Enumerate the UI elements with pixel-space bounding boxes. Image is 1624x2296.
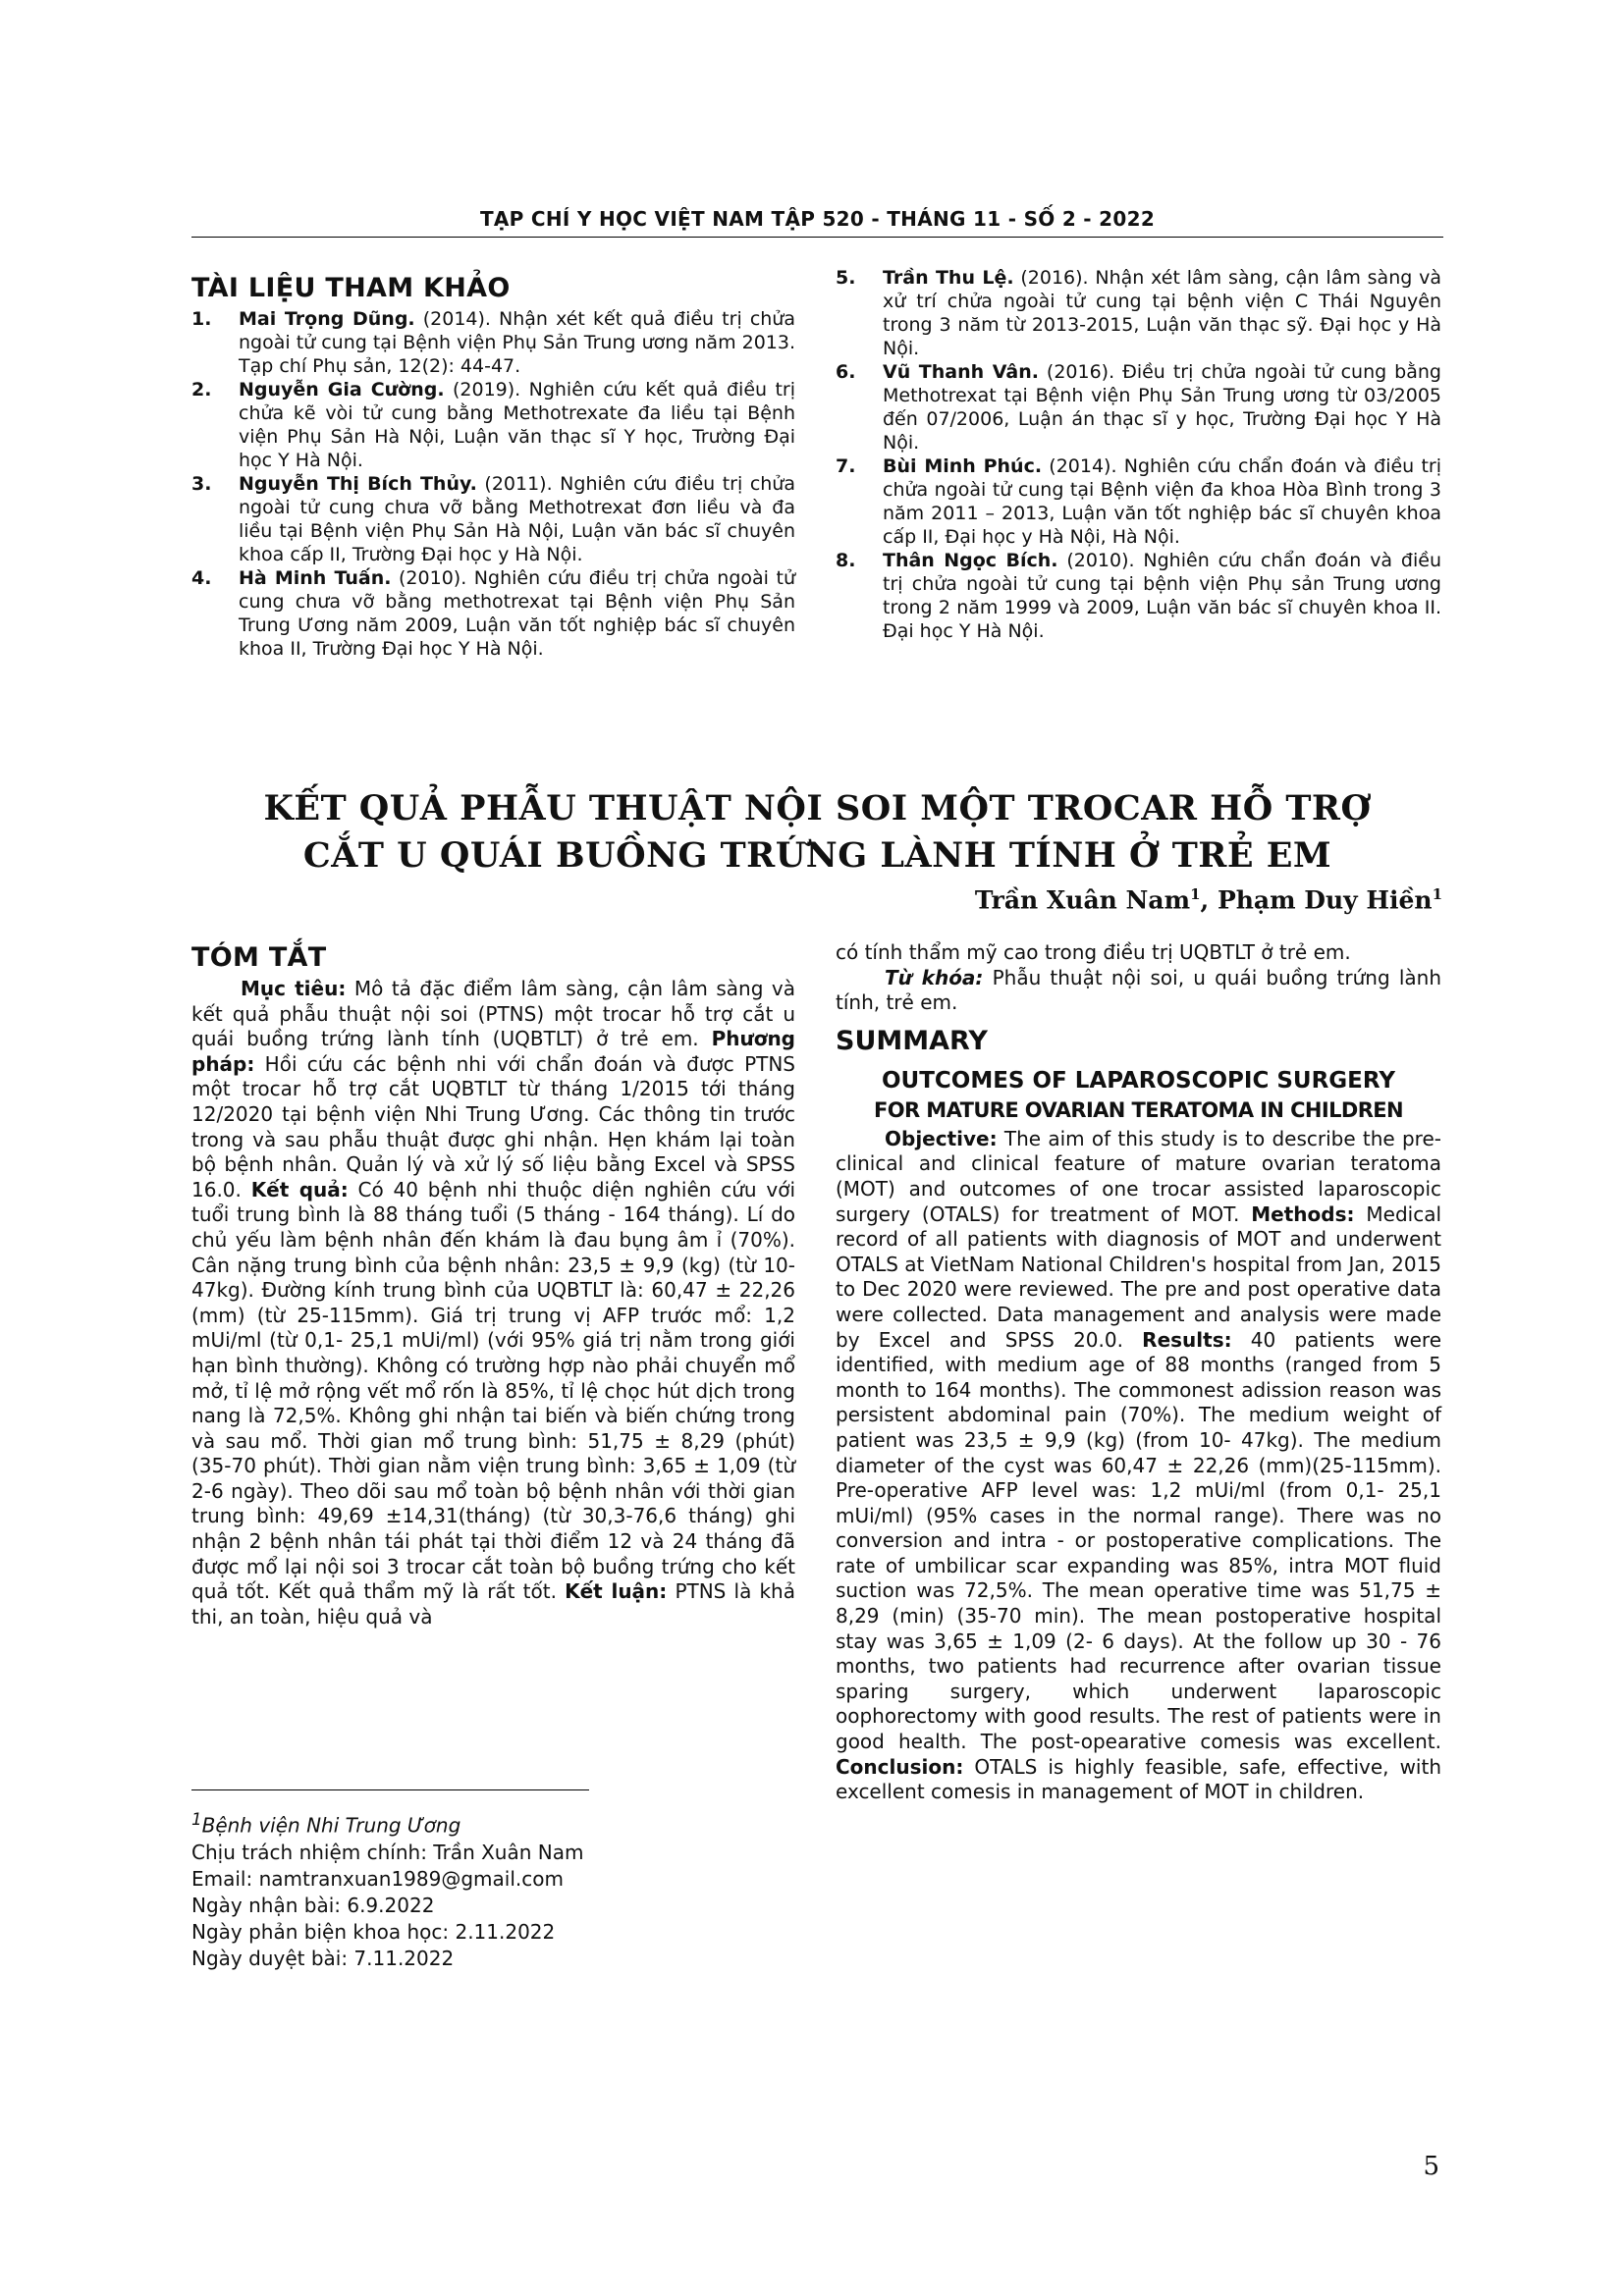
reference-number: 1. xyxy=(191,308,212,330)
result-text: Có 40 bệnh nhi thuộc diện nghiên cứu với tuổi trung bình là 88 tháng tuổi (5 tháng - 164 tháng). Lí do chủ yếu làm bệnh nhân đến khám là đau bụng âm ỉ (70%). Cân nặng trung bình của bệnh nhân: 23,5 ± 9,9 (kg) (từ 10- 47kg). Đường kính trung bình của UQBTLT là: 60,47 ± 22,26 (mm) (từ 25-115mm). Giá trị trung vị AFP trước mổ: 1,2 mUi/ml (từ 0,1- 25,1 mUi/ml) (với 95% giá trị nằm trong giới hạn bình thường). Không có trường hợp nào phải chuyển mổ mở, tỉ lệ mở rộng vết mổ rốn là 85%, tỉ lệ chọc hút dịch trong nang là 72,5%. Không ghi nhận tai biến và biến chứng trong và sau mổ. Thời gian mổ trung bình: 51,75 ± 8,29 (phút) (35-70 phút). Thời gian nằm viện trung bình: 3,65 ± 1,09 (từ 2-6 ngày). Theo dõi sau mổ toàn bộ bệnh nhân với thời gian trung bình: 49,69 ±14,31(tháng) (từ 30,3-76,6 tháng) ghi nhận 2 bệnh nhân tái phát tại thời điểm 12 và 24 tháng đã được mổ lại nội soi 3 trocar cắt toàn bộ buồng trứng cho kết quả tốt. Kết quả thẩm mỹ là rất tốt. xyxy=(191,1177,795,1604)
reference-item xyxy=(191,566,795,661)
keywords xyxy=(836,966,1441,1016)
conclusion-label: Conclusion: xyxy=(836,1754,964,1779)
reference-author: Vũ Thanh Vân. xyxy=(883,361,1039,383)
abstract-vi-continuation: có tính thẩm mỹ cao trong điều trị UQBTLT ở trẻ em. xyxy=(836,940,1351,964)
reference-author: Trần Thu Lệ. xyxy=(883,267,1014,289)
reference-number: 3. xyxy=(191,473,212,495)
summary-title-line-1: OUTCOMES OF LAPAROSCOPIC SURGERY xyxy=(881,1067,1395,1094)
objective-label: Objective: xyxy=(885,1126,998,1150)
reference-number: 5. xyxy=(836,267,856,289)
affiliation-mark: 1 xyxy=(191,1810,202,1829)
objective-label: Mục tiêu: xyxy=(241,977,347,1000)
corresponding-author: Chịu trách nhiệm chính: Trần Xuân Nam xyxy=(191,1840,584,1864)
conclusion-text: OTALS is highly feasible, safe, effective, with excellent comesis in management of MOT in children. xyxy=(836,1754,1441,1804)
references-heading: TÀI LIỆU THAM KHẢO xyxy=(191,273,511,303)
reference-number: 8. xyxy=(836,550,856,571)
summary-title-line-2: FOR MATURE OVARIAN TERATOMA IN CHILDREN xyxy=(874,1097,1403,1122)
result-label: Kết quả: xyxy=(250,1177,349,1201)
reference-item xyxy=(836,549,1441,643)
affiliation xyxy=(191,1806,781,1840)
references-right-column xyxy=(836,266,1441,643)
reference-author: Mai Trọng Dũng. xyxy=(239,308,415,330)
conclusion-label: Kết luận: xyxy=(565,1579,668,1604)
author-name: Trần Xuân Nam xyxy=(974,885,1191,915)
article-authors xyxy=(975,885,1442,914)
reference-item xyxy=(191,472,795,566)
footnotes xyxy=(191,1806,781,1972)
result-text: 40 patients were identified, with medium age of 88 months (ranged from 5 month to 164 months). The commonest adission reason was persistent abdominal pain (70%). The medium weight of patient was 23,5 ± 9,9 (kg) (from 10- 47kg). The medium diameter of the cyst was 60,47 ± 22,26 (mm)(25-115mm). Pre-operative AFP level was: 1,2 mUi/ml (from 0,1- 25,1 mUi/ml) (95% cases in the normal range). There was no conversion and intra - or postoperative complications. The rate of umbilicar scar expanding was 85%, intra MOT fluid suction was 72,5%. The mean operative time was 51,75 ± 8,29 (min) (35-70 min). The mean postoperative hospital stay was 3,65 ± 1,09 (2- 6 days). At the follow up 30 - 76 months, two patients had recurrence after ovarian tissue sparing surgery, which underwent laparoscopic oophorectomy with good results. The rest of patients were in good health. The post-opearative comesis was excellent. xyxy=(836,1327,1441,1754)
article-title-line-1: KẾT QUẢ PHẪU THUẬT NỘI SOI MỘT TROCAR HỖ TRỢ xyxy=(263,788,1372,828)
reference-item xyxy=(191,378,795,472)
reference-number: 4. xyxy=(191,567,212,589)
header-rule xyxy=(191,237,1443,238)
summary-title xyxy=(836,1066,1441,1125)
method-text: Medical record of all patients with diagnosis of MOT and underwent OTALS at VietNam National Children's hospital from Jan, 2015 to Dec 2020 were reviewed. The pre and post operative data were collected. Data management and analysis were made by Excel and SPSS 20.0. xyxy=(836,1201,1442,1352)
reference-text: (2010). Nghiên cứu điều trị chửa ngoài tử cung chưa vỡ bằng methotrexat tại Bệnh viện Phụ Sản Trung Ương năm 2009, Luận văn tốt nghiệp bác sĩ chuyên khoa II, Trường Đại học Y Hà Nội. xyxy=(239,567,795,660)
author-affiliation-mark: 1 xyxy=(1190,885,1201,903)
article-title-line-2: CẮT U QUÁI BUỒNG TRỨNG LÀNH TÍNH Ở TRẺ EM xyxy=(302,835,1332,876)
reference-number: 2. xyxy=(191,379,212,400)
reference-author: Nguyễn Gia Cường. xyxy=(239,379,445,400)
author-affiliation-mark: 1 xyxy=(1432,885,1442,903)
reference-author: Nguyễn Thị Bích Thủy. xyxy=(239,473,477,495)
accepted-date: Ngày duyệt bài: 7.11.2022 xyxy=(191,1946,455,1970)
author-name: Phạm Duy Hiền xyxy=(1217,885,1433,915)
reference-item xyxy=(836,360,1441,454)
reference-text: (2014). Nhận xét kết quả điều trị chửa ngoài tử cung tại Bệnh viện Phụ Sản Trung ương năm 2013. Tạp chí Phụ sản, 12(2): 44-47. xyxy=(239,308,796,377)
review-date: Ngày phản biện khoa học: 2.11.2022 xyxy=(191,1919,556,1944)
conclusion-text-part: PTNS là khả thi, an toàn, hiệu quả và xyxy=(191,1579,795,1629)
keywords-text: Phẫu thuật nội soi, u quái buồng trứng lành tính, trẻ em. xyxy=(836,965,1441,1015)
reference-text: (2011). Nghiên cứu điều trị chửa ngoài tử cung chưa vỡ bằng Methotrexat đơn liều và đa liều tại Bệnh viện Phụ Sản Hà Nội, Luận văn bác sĩ chuyên khoa cấp II, Trường Đại học y Hà Nội. xyxy=(239,473,795,565)
method-label: Phương pháp: xyxy=(191,1027,795,1076)
references-left-column xyxy=(191,273,795,661)
reference-author: Bùi Minh Phúc. xyxy=(883,455,1043,477)
abstract-en-column xyxy=(836,940,1441,1805)
affiliation-text: Bệnh viện Nhi Trung Ương xyxy=(201,1813,461,1838)
reference-text: (2019). Nghiên cứu kết quả điều trị chửa kẽ vòi tử cung bằng Methotrexate đa liều tại Bệnh viện Phụ Sản Hà Nội, Luận văn thạc sĩ Y học, Trường Đại học Y Hà Nội. xyxy=(239,379,795,471)
running-head: TẠP CHÍ Y HỌC VIỆT NAM TẬP 520 - THÁNG 11 - SỐ 2 - 2022 xyxy=(479,207,1156,231)
abstract-vi-heading: TÓM TẮT xyxy=(191,942,327,973)
email: Email: namtranxuan1989@gmail.com xyxy=(191,1866,564,1891)
reference-author: Thân Ngọc Bích. xyxy=(883,550,1058,571)
keywords-label: Từ khóa: xyxy=(885,965,984,989)
objective-text: Mô tả đặc điểm lâm sàng, cận lâm sàng và kết quả phẫu thuật nội soi (PTNS) một trocar hỗ trợ cắt u quái buồng trứng lành tính (UQBTLT) ở trẻ em. xyxy=(191,977,795,1051)
page-number: 5 xyxy=(1423,2152,1439,2181)
reference-item xyxy=(836,454,1441,549)
method-text: Hồi cứu các bệnh nhi với chẩn đoán và được PTNS một trocar hỗ trợ cắt UQBTLT từ tháng 1/2015 tới tháng 12/2020 tại bệnh viện Nhi Trung Ương. Các thông tin trước trong và sau phẫu thuật được ghi nhận. Hẹn khám lại toàn bộ bệnh nhân. Quản lý và xử lý số liệu bằng Excel và SPSS 16.0. xyxy=(191,1051,795,1201)
reference-text: (2016). Nhận xét lâm sàng, cận lâm sàng và xử trí chửa ngoài tử cung tại bệnh viện C Thái Nguyên trong 3 năm từ 2013-2015, Luận văn thạc sỹ. Đại học y Hà Nội. xyxy=(883,267,1441,359)
reference-author: Hà Minh Tuấn. xyxy=(239,567,392,589)
method-label: Methods: xyxy=(1251,1201,1355,1226)
abstract-vi-body xyxy=(191,977,795,1629)
footnote-rule xyxy=(191,1789,589,1790)
abstract-vi-column xyxy=(191,942,795,1629)
summary-body xyxy=(836,1127,1441,1805)
reference-text: (2010). Nghiên cứu chẩn đoán và điều trị chửa ngoài tử cung tại bệnh viện Phụ sản Trung ương trong 2 năm 1999 và 2009, Luận văn bác sĩ chuyên khoa II. Đại học Y Hà Nội. xyxy=(883,550,1441,642)
reference-text: (2014). Nghiên cứu chẩn đoán và điều trị chửa ngoài tử cung tại Bệnh viện đa khoa Hòa Bình trong 3 năm 2011 – 2013, Luận văn tốt nghiệp bác sĩ chuyên khoa cấp II, Đại học y Hà Nội, Hà Nội. xyxy=(883,455,1441,548)
reference-item xyxy=(191,307,795,378)
received-date: Ngày nhận bài: 6.9.2022 xyxy=(191,1893,435,1917)
reference-text: (2016). Điều trị chửa ngoài tử cung bằng Methotrexat tại Bệnh viện Phụ Sản Trung ương từ 03/2005 đến 07/2006, Luận án thạc sĩ y học, Trường Đại học Y Hà Nội. xyxy=(883,361,1441,454)
objective-text: The aim of this study is to describe the pre-clinical and clinical feature of mature ovarian teratoma (MOT) and outcomes of one trocar assisted laparoscopic surgery (OTALS) for treatment of MOT. xyxy=(836,1126,1441,1226)
article-title xyxy=(191,785,1443,880)
result-label: Results: xyxy=(1142,1327,1232,1352)
reference-number: 7. xyxy=(836,455,856,477)
author-separator: , xyxy=(1200,885,1218,915)
summary-heading: SUMMARY xyxy=(836,1025,988,1056)
reference-item xyxy=(836,266,1441,360)
reference-number: 6. xyxy=(836,361,856,383)
